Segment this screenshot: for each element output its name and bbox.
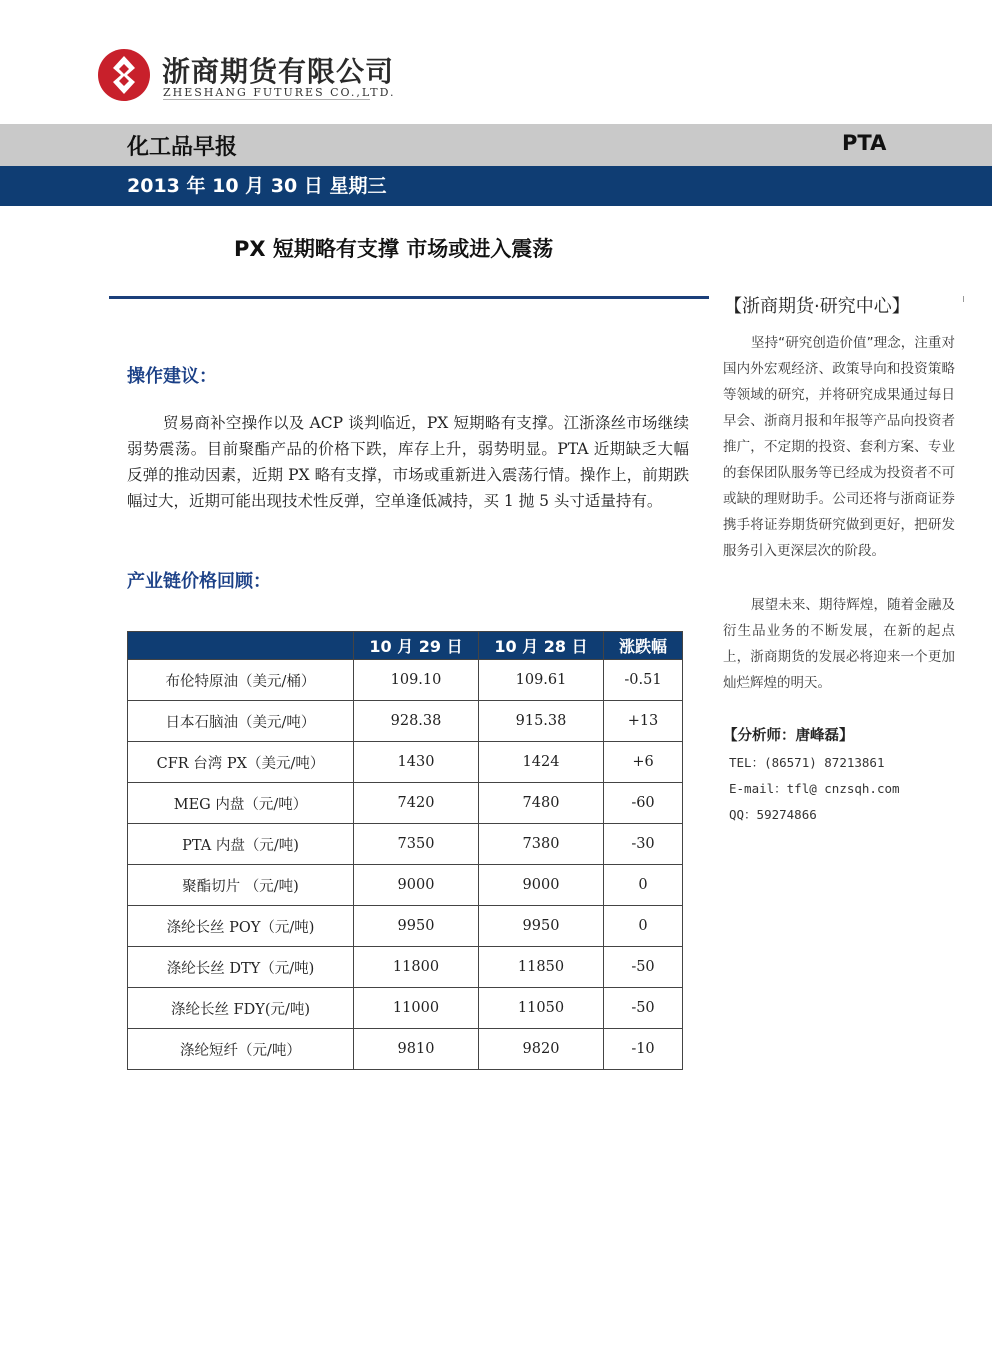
research-center-intro: 坚持“研究创造价值”理念，注重对国内外宏观经济、政策导向和投资策略等领域的研究，并将研究成果通过每日早会、浙商月报和年报等产品向投资者推广，不定期的投资、套利方案、专业的套保团队服务等已经成为投资者不可或缺的理财助手。公司还将与浙商证券携手将证券期货研究做到更好，把研发服务引入更深层次的阶段。 (723, 335, 955, 559)
price-oct28: 11850 (479, 947, 604, 988)
table-row (128, 660, 683, 701)
table-row (128, 865, 683, 906)
commodity-name: 布伦特原油（美元/桶） (128, 660, 354, 701)
price-change: -10 (604, 1029, 683, 1070)
column-header-item (128, 632, 354, 660)
commodity-name: MEG 内盘（元/吨） (128, 783, 354, 824)
company-underline (163, 99, 370, 100)
column-header-change: 涨跌幅 (604, 632, 683, 660)
price-change: +6 (604, 742, 683, 783)
column-header-oct29: 10 月 29 日 (354, 632, 479, 660)
analyst-name: 【分析师：唐峰磊】 (723, 728, 854, 744)
analyst-qq: QQ：59274866 (729, 807, 817, 822)
price-oct28: 7380 (479, 824, 604, 865)
commodity-name: 聚酯切片 （元/吨) (128, 865, 354, 906)
table-row (128, 783, 683, 824)
commodity-name: 日本石脑油（美元/吨） (128, 701, 354, 742)
table-row (128, 988, 683, 1029)
price-change: +13 (604, 701, 683, 742)
price-oct29: 11800 (354, 947, 479, 988)
table-row (128, 1029, 683, 1070)
price-review-heading: 产业链价格回顾： (127, 571, 271, 592)
price-change: -30 (604, 824, 683, 865)
price-oct29: 928.38 (354, 701, 479, 742)
analyst-email: E-mail：tfl@ cnzsqh.com (729, 781, 900, 796)
price-oct29: 9810 (354, 1029, 479, 1070)
price-oct28: 11050 (479, 988, 604, 1029)
table-row (128, 906, 683, 947)
price-oct28: 9950 (479, 906, 604, 947)
price-table-body (128, 660, 683, 1070)
sidebar-tick-mark (963, 296, 964, 302)
commodity-name: 涤纶长丝 FDY(元/吨) (128, 988, 354, 1029)
price-change: 0 (604, 906, 683, 947)
price-oct29: 9950 (354, 906, 479, 947)
advice-heading: 操作建议： (127, 366, 217, 387)
headline: PX 短期略有支撑 市场或进入震荡 (234, 237, 554, 261)
table-row (128, 824, 683, 865)
price-oct29: 109.10 (354, 660, 479, 701)
company-logo-icon (97, 48, 151, 102)
table-row (128, 947, 683, 988)
price-oct28: 9000 (479, 865, 604, 906)
company-name-en: ZHESHANG FUTURES CO.,LTD. (163, 86, 396, 99)
table-header-row (128, 632, 683, 660)
price-oct29: 7350 (354, 824, 479, 865)
price-oct29: 7420 (354, 783, 479, 824)
price-oct28: 915.38 (479, 701, 604, 742)
commodity-name: CFR 台湾 PX（美元/吨） (128, 742, 354, 783)
price-change: -60 (604, 783, 683, 824)
research-center-title: 【浙商期货·研究中心】 (724, 296, 910, 317)
commodity-name: PTA 内盘（元/吨) (128, 824, 354, 865)
price-change: -50 (604, 988, 683, 1029)
report-date: 2013 年 10 月 30 日 星期三 (127, 175, 387, 197)
column-header-oct28: 10 月 28 日 (479, 632, 604, 660)
table-row (128, 742, 683, 783)
price-oct29: 9000 (354, 865, 479, 906)
analyst-phone: TEL：(86571) 87213861 (729, 755, 885, 770)
commodity-name: 涤纶短纤（元/吨） (128, 1029, 354, 1070)
table-row (128, 701, 683, 742)
price-oct28: 109.61 (479, 660, 604, 701)
report-type-title: 化工品早报 (127, 135, 238, 160)
price-oct28: 1424 (479, 742, 604, 783)
advice-paragraph: 贸易商补空操作以及 ACP 谈判临近，PX 短期略有支撑。江浙涤丝市场继续弱势震荡。目前聚酯产品的价格下跌，库存上升，弱势明显。PTA 近期缺乏大幅反弹的推动因素，近期 PX 略有支撑，市场或重新进入震荡行情。操作上，前期跌幅过大，近期可能出现技术性反弹，空单逢低减持，买 1 抛 5 头寸适量持有。 (127, 414, 689, 510)
price-change: 0 (604, 865, 683, 906)
research-center-outlook: 展望未来、期待辉煌，随着金融及衍生品业务的不断发展，在新的起点上，浙商期货的发展必将迎来一个更加灿烂辉煌的明天。 (723, 597, 955, 691)
headline-divider (109, 296, 709, 299)
product-label: PTA (842, 131, 887, 155)
price-table (127, 631, 683, 1070)
price-oct29: 1430 (354, 742, 479, 783)
price-oct29: 11000 (354, 988, 479, 1029)
price-change: -50 (604, 947, 683, 988)
price-oct28: 7480 (479, 783, 604, 824)
commodity-name: 涤纶长丝 DTY（元/吨) (128, 947, 354, 988)
price-oct28: 9820 (479, 1029, 604, 1070)
company-name-cn: 浙商期货有限公司 (162, 55, 395, 88)
price-change: -0.51 (604, 660, 683, 701)
commodity-name: 涤纶长丝 POY（元/吨) (128, 906, 354, 947)
